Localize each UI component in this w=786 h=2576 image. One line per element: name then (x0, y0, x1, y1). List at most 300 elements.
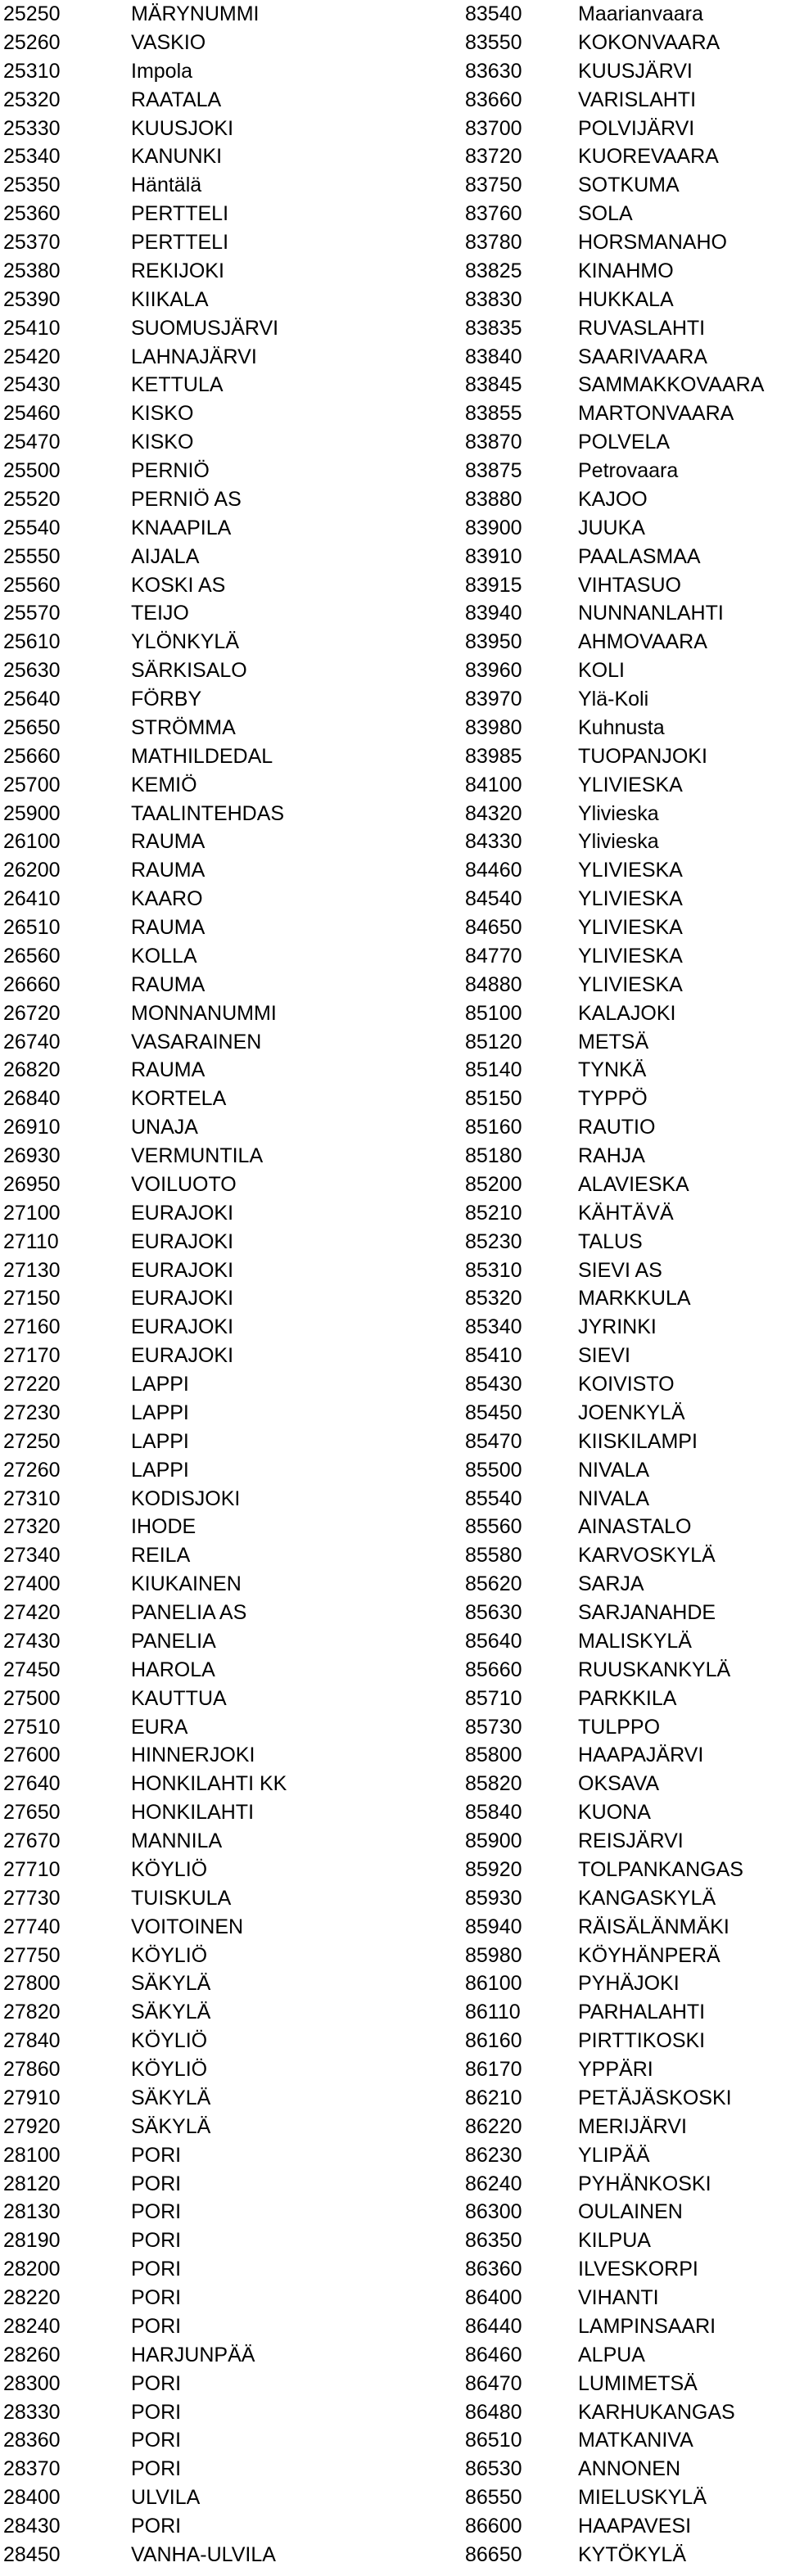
left-place-name: SÄKYLÄ (131, 1972, 211, 1996)
right-place-name: Maarianvaara (578, 2, 703, 25)
right-place-name: SIEVI AS (578, 1258, 662, 1282)
left-place-name: TEIJO (131, 602, 189, 625)
right-place-name: SOLA (578, 202, 633, 226)
right-place-name: Kuhnusta (578, 715, 665, 739)
right-postal-code: 83950 (465, 630, 522, 654)
right-postal-code: 86220 (465, 2114, 522, 2138)
left-postal-code: 26930 (3, 1144, 61, 1167)
right-postal-code: 85820 (465, 1772, 522, 1796)
left-postal-code: 25520 (3, 487, 61, 511)
right-postal-code: 85900 (465, 1829, 522, 1852)
left-postal-code: 25360 (3, 202, 61, 226)
left-place-name: PORI (131, 2286, 182, 2309)
left-postal-code: 25370 (3, 231, 61, 254)
right-postal-code: 86400 (465, 2286, 522, 2309)
left-postal-code: 25660 (3, 744, 61, 768)
left-postal-code: 27250 (3, 1429, 61, 1453)
right-place-name: KINAHMO (578, 259, 674, 282)
left-postal-code: 26560 (3, 944, 61, 968)
table-row (0, 2455, 786, 2484)
right-postal-code: 83630 (465, 59, 522, 83)
left-place-name: KOLLA (131, 944, 197, 968)
left-postal-code: 25310 (3, 59, 61, 83)
left-postal-code: 28220 (3, 2286, 61, 2309)
left-postal-code: 28370 (3, 2457, 61, 2481)
table-row (0, 2398, 786, 2427)
left-place-name: REKIJOKI (131, 259, 224, 282)
left-place-name: Häntälä (131, 174, 202, 197)
left-place-name: EURAJOKI (131, 1258, 234, 1282)
left-place-name: YLÖNKYLÄ (131, 630, 240, 654)
left-postal-code: 27910 (3, 2086, 61, 2109)
table-row (0, 1342, 786, 1370)
right-postal-code: 86350 (465, 2229, 522, 2253)
left-postal-code: 27450 (3, 1658, 61, 1681)
left-postal-code: 27740 (3, 1915, 61, 1938)
left-place-name: VOILUOTO (131, 1172, 237, 1196)
left-place-name: PORI (131, 2429, 182, 2452)
right-place-name: VIHTASUO (578, 573, 681, 597)
right-place-name: LAMPINSAARI (578, 2314, 716, 2338)
left-place-name: RAUMA (131, 859, 206, 882)
table-row (0, 29, 786, 57)
table-row (0, 1028, 786, 1057)
left-place-name: LAPPI (131, 1373, 189, 1396)
left-postal-code: 25350 (3, 174, 61, 197)
left-postal-code: 26660 (3, 972, 61, 996)
left-postal-code: 25420 (3, 345, 61, 368)
table-row (0, 571, 786, 600)
right-postal-code: 85630 (465, 1601, 522, 1624)
left-place-name: RAUMA (131, 1058, 206, 1082)
right-postal-code: 83830 (465, 287, 522, 311)
left-place-name: PORI (131, 2515, 182, 2538)
right-postal-code: 85410 (465, 1344, 522, 1368)
table-row (0, 2141, 786, 2170)
right-place-name: MARKKULA (578, 1287, 691, 1311)
table-row (0, 914, 786, 942)
table-row (0, 2341, 786, 2370)
left-postal-code: 27750 (3, 1943, 61, 1967)
table-row (0, 2312, 786, 2341)
right-place-name: TOLPANKANGAS (578, 1857, 743, 1881)
table-row (0, 1827, 786, 1856)
right-postal-code: 85140 (465, 1058, 522, 1082)
table-row (0, 142, 786, 171)
right-postal-code: 85340 (465, 1315, 522, 1339)
right-place-name: PARKKILA (578, 1686, 677, 1710)
left-postal-code: 25650 (3, 715, 61, 739)
right-place-name: YLIVIESKA (578, 859, 683, 882)
left-place-name: IHODE (131, 1515, 196, 1539)
right-postal-code: 85660 (465, 1658, 522, 1681)
right-place-name: JOENKYLÄ (578, 1401, 685, 1424)
left-place-name: KÖYLIÖ (131, 1857, 208, 1881)
table-row (0, 86, 786, 115)
left-place-name: LAPPI (131, 1458, 189, 1482)
right-postal-code: 83870 (465, 431, 522, 454)
table-row (0, 1599, 786, 1627)
right-postal-code: 84880 (465, 972, 522, 996)
table-row (0, 1199, 786, 1228)
table-row (0, 1456, 786, 1485)
right-postal-code: 83840 (465, 345, 522, 368)
left-postal-code: 27310 (3, 1487, 61, 1510)
right-postal-code: 83660 (465, 88, 522, 111)
left-place-name: VERMUNTILA (131, 1144, 264, 1167)
right-postal-code: 85980 (465, 1943, 522, 1967)
left-postal-code: 28190 (3, 2229, 61, 2253)
right-place-name: MARTONVAARA (578, 402, 734, 426)
left-place-name: PERTTELI (131, 231, 229, 254)
right-postal-code: 85560 (465, 1515, 522, 1539)
table-row (0, 1056, 786, 1085)
left-postal-code: 27340 (3, 1544, 61, 1568)
right-postal-code: 85120 (465, 1030, 522, 1053)
left-place-name: PANELIA AS (131, 1601, 247, 1624)
right-place-name: YLIVIESKA (578, 773, 683, 796)
left-postal-code: 28240 (3, 2314, 61, 2338)
right-place-name: YLIVIESKA (578, 972, 683, 996)
left-postal-code: 27130 (3, 1258, 61, 1282)
right-postal-code: 85430 (465, 1373, 522, 1396)
right-place-name: KANGASKYLÄ (578, 1886, 716, 1910)
left-place-name: HARJUNPÄÄ (131, 2343, 255, 2366)
right-postal-code: 85710 (465, 1686, 522, 1710)
left-place-name: KODISJOKI (131, 1487, 241, 1510)
right-postal-code: 86460 (465, 2343, 522, 2366)
right-postal-code: 86550 (465, 2486, 522, 2510)
left-postal-code: 26510 (3, 916, 61, 939)
right-postal-code: 84650 (465, 916, 522, 939)
table-row (0, 228, 786, 257)
left-postal-code: 26840 (3, 1087, 61, 1111)
right-postal-code: 86170 (465, 2058, 522, 2081)
right-place-name: HAAPAVESI (578, 2515, 692, 2538)
left-place-name: PORI (131, 2457, 182, 2481)
right-place-name: YLIVIESKA (578, 944, 683, 968)
right-postal-code: 85180 (465, 1144, 522, 1167)
right-postal-code: 86300 (465, 2200, 522, 2224)
right-postal-code: 85940 (465, 1915, 522, 1938)
left-postal-code: 25380 (3, 259, 61, 282)
table-row (0, 885, 786, 914)
left-postal-code: 25260 (3, 30, 61, 54)
left-postal-code: 27150 (3, 1287, 61, 1311)
left-postal-code: 25390 (3, 287, 61, 311)
left-postal-code: 28260 (3, 2343, 61, 2366)
right-postal-code: 85230 (465, 1229, 522, 1253)
right-postal-code: 86110 (465, 2001, 521, 2024)
left-postal-code: 25570 (3, 602, 61, 625)
table-row (0, 1942, 786, 1970)
table-row (0, 1884, 786, 1913)
right-place-name: REISJÄRVI (578, 1829, 684, 1852)
right-postal-code: 85200 (465, 1172, 522, 1196)
right-place-name: POLVELA (578, 431, 671, 454)
left-postal-code: 27230 (3, 1401, 61, 1424)
right-place-name: YLIVIESKA (578, 916, 683, 939)
right-place-name: KARHUKANGAS (578, 2400, 735, 2424)
right-place-name: KALAJOKI (578, 1001, 676, 1025)
left-place-name: MANNILA (131, 1829, 223, 1852)
right-place-name: SARJA (578, 1572, 644, 1596)
left-postal-code: 27500 (3, 1686, 61, 1710)
right-place-name: Ylivieska (578, 830, 659, 854)
left-postal-code: 27400 (3, 1572, 61, 1596)
table-row (0, 0, 786, 29)
table-row (0, 2084, 786, 2113)
left-place-name: PERNIÖ (131, 459, 210, 482)
table-row (0, 1713, 786, 1742)
left-place-name: VOITOINEN (131, 1915, 244, 1938)
table-row (0, 856, 786, 885)
left-place-name: MONNANUMMI (131, 1001, 277, 1025)
left-postal-code: 28330 (3, 2400, 61, 2424)
left-place-name: SÄKYLÄ (131, 2001, 211, 2024)
right-postal-code: 83550 (465, 30, 522, 54)
left-postal-code: 26100 (3, 830, 61, 854)
right-postal-code: 85540 (465, 1487, 522, 1510)
left-place-name: KISKO (131, 431, 194, 454)
left-postal-code: 27510 (3, 1715, 61, 1739)
table-row (0, 2284, 786, 2312)
left-postal-code: 27160 (3, 1315, 61, 1339)
right-place-name: TUOPANJOKI (578, 744, 707, 768)
table-row (0, 2027, 786, 2055)
left-postal-code: 27170 (3, 1344, 61, 1368)
table-row (0, 1541, 786, 1570)
left-place-name: EURAJOKI (131, 1229, 234, 1253)
right-postal-code: 84330 (465, 830, 522, 854)
left-postal-code: 25340 (3, 145, 61, 169)
right-postal-code: 85920 (465, 1857, 522, 1881)
right-postal-code: 85730 (465, 1715, 522, 1739)
table-row (0, 1798, 786, 1827)
left-place-name: EURAJOKI (131, 1201, 234, 1225)
right-place-name: KUONA (578, 1801, 651, 1825)
right-postal-code: 85210 (465, 1201, 522, 1225)
left-place-name: PANELIA (131, 1629, 216, 1653)
left-place-name: PORI (131, 2371, 182, 2395)
left-postal-code: 27420 (3, 1601, 61, 1624)
right-place-name: ANNONEN (578, 2457, 681, 2481)
left-place-name: PERTTELI (131, 202, 229, 226)
right-postal-code: 86210 (465, 2086, 522, 2109)
right-postal-code: 83825 (465, 259, 522, 282)
left-postal-code: 27640 (3, 1772, 61, 1796)
right-place-name: OULAINEN (578, 2200, 683, 2224)
table-row (0, 2055, 786, 2084)
left-postal-code: 27600 (3, 1744, 61, 1767)
right-place-name: NIVALA (578, 1487, 650, 1510)
left-postal-code: 25640 (3, 688, 61, 711)
right-place-name: RUVASLAHTI (578, 316, 706, 340)
left-place-name: SÄRKISALO (131, 659, 247, 683)
left-postal-code: 28200 (3, 2258, 61, 2281)
left-postal-code: 25320 (3, 88, 61, 111)
table-row (0, 771, 786, 800)
left-place-name: VANHA-ULVILA (131, 2542, 276, 2566)
left-place-name: VASKIO (131, 30, 206, 54)
right-postal-code: 83750 (465, 174, 522, 197)
right-place-name: MATKANIVA (578, 2429, 693, 2452)
right-place-name: PARHALAHTI (578, 2001, 706, 2024)
right-postal-code: 85320 (465, 1287, 522, 1311)
left-postal-code: 26720 (3, 1001, 61, 1025)
left-postal-code: 27800 (3, 1972, 61, 1996)
left-place-name: PERNIÖ AS (131, 487, 242, 511)
left-place-name: MÄRYNUMMI (131, 2, 260, 25)
table-row (0, 971, 786, 999)
left-place-name: PORI (131, 2314, 182, 2338)
right-postal-code: 83880 (465, 487, 522, 511)
right-postal-code: 84460 (465, 859, 522, 882)
right-postal-code: 84540 (465, 887, 522, 911)
right-postal-code: 85100 (465, 1001, 522, 1025)
left-place-name: RAATALA (131, 88, 222, 111)
table-row (0, 514, 786, 543)
left-place-name: STRÖMMA (131, 715, 236, 739)
right-place-name: KUUSJÄRVI (578, 59, 693, 83)
table-row (0, 1142, 786, 1171)
table-row (0, 1313, 786, 1342)
left-place-name: KÖYLIÖ (131, 2029, 208, 2053)
right-place-name: KOKONVAARA (578, 30, 720, 54)
right-postal-code: 83875 (465, 459, 522, 482)
left-place-name: KUUSJOKI (131, 116, 234, 140)
right-place-name: TALUS (578, 1229, 643, 1253)
left-postal-code: 27430 (3, 1629, 61, 1653)
left-place-name: EURAJOKI (131, 1287, 234, 1311)
right-postal-code: 85450 (465, 1401, 522, 1424)
left-place-name: MATHILDEDAL (131, 744, 273, 768)
table-row (0, 2226, 786, 2255)
left-postal-code: 28100 (3, 2143, 61, 2167)
left-place-name: KÖYLIÖ (131, 2058, 208, 2081)
left-postal-code: 25630 (3, 659, 61, 683)
right-place-name: VARISLAHTI (578, 88, 697, 111)
table-row (0, 1228, 786, 1256)
right-postal-code: 85840 (465, 1801, 522, 1825)
left-place-name: RAUMA (131, 830, 206, 854)
left-postal-code: 26410 (3, 887, 61, 911)
right-postal-code: 83985 (465, 744, 522, 768)
left-place-name: PORI (131, 2172, 182, 2195)
table-row (0, 1969, 786, 1998)
right-postal-code: 83960 (465, 659, 522, 683)
left-place-name: LAHNAJÄRVI (131, 345, 257, 368)
right-place-name: Ylivieska (578, 801, 659, 825)
table-row (0, 1485, 786, 1514)
right-postal-code: 84100 (465, 773, 522, 796)
right-postal-code: 85800 (465, 1744, 522, 1767)
left-postal-code: 27710 (3, 1857, 61, 1881)
table-row (0, 1913, 786, 1942)
right-place-name: RUUSKANKYLÄ (578, 1658, 731, 1681)
left-place-name: HINNERJOKI (131, 1744, 255, 1767)
right-place-name: SOTKUMA (578, 174, 680, 197)
table-row (0, 457, 786, 485)
right-place-name: TULPPO (578, 1715, 661, 1739)
right-place-name: YLIVIESKA (578, 887, 683, 911)
table-row (0, 1570, 786, 1599)
table-row (0, 1998, 786, 2027)
left-postal-code: 25560 (3, 573, 61, 597)
right-postal-code: 86470 (465, 2371, 522, 2395)
left-postal-code: 25610 (3, 630, 61, 654)
right-postal-code: 86100 (465, 1972, 522, 1996)
right-postal-code: 86440 (465, 2314, 522, 2338)
table-row (0, 828, 786, 856)
right-postal-code: 83915 (465, 573, 522, 597)
table-row (0, 1856, 786, 1884)
right-place-name: KAJOO (578, 487, 648, 511)
left-postal-code: 27670 (3, 1829, 61, 1852)
left-place-name: PORI (131, 2143, 182, 2167)
right-place-name: VIHANTI (578, 2286, 659, 2309)
table-row (0, 2255, 786, 2284)
right-place-name: RAHJA (578, 1144, 645, 1167)
left-postal-code: 26950 (3, 1172, 61, 1196)
left-postal-code: 28120 (3, 2172, 61, 2195)
right-place-name: KOLI (578, 659, 625, 683)
right-place-name: RÄISÄLÄNMÄKI (578, 1915, 730, 1938)
table-row (0, 800, 786, 828)
left-place-name: KIUKAINEN (131, 1572, 242, 1596)
table-row (0, 343, 786, 372)
right-place-name: LUMIMETSÄ (578, 2371, 698, 2395)
right-postal-code: 83540 (465, 2, 522, 25)
left-place-name: KETTULA (131, 373, 224, 397)
right-postal-code: 83980 (465, 715, 522, 739)
left-postal-code: 28430 (3, 2515, 61, 2538)
table-row (0, 656, 786, 685)
right-place-name: YLIPÄÄ (578, 2143, 650, 2167)
table-row (0, 628, 786, 656)
left-postal-code: 27110 (3, 1229, 59, 1253)
table-row (0, 314, 786, 343)
left-postal-code: 25430 (3, 373, 61, 397)
table-row (0, 1171, 786, 1199)
table-row (0, 1741, 786, 1770)
left-place-name: SÄKYLÄ (131, 2086, 211, 2109)
left-place-name: VASARAINEN (131, 1030, 262, 1053)
right-place-name: SARJANAHDE (578, 1601, 716, 1624)
right-place-name: METSÄ (578, 1030, 649, 1053)
left-postal-code: 25410 (3, 316, 61, 340)
right-postal-code: 86510 (465, 2429, 522, 2452)
left-place-name: KÖYLIÖ (131, 1943, 208, 1967)
left-place-name: PORI (131, 2200, 182, 2224)
table-row (0, 115, 786, 143)
right-postal-code: 83900 (465, 516, 522, 539)
left-place-name: ULVILA (131, 2486, 201, 2510)
table-row (0, 1284, 786, 1313)
right-place-name: Ylä-Koli (578, 688, 649, 711)
right-place-name: KOIVISTO (578, 1373, 675, 1396)
right-place-name: HORSMANAHO (578, 231, 727, 254)
right-place-name: HAAPAJÄRVI (578, 1744, 704, 1767)
right-place-name: NIVALA (578, 1458, 650, 1482)
right-postal-code: 85640 (465, 1629, 522, 1653)
left-place-name: TAALINTEHDAS (131, 801, 285, 825)
left-place-name: KIIKALA (131, 287, 209, 311)
right-place-name: ALPUA (578, 2343, 645, 2366)
left-postal-code: 27730 (3, 1886, 61, 1910)
left-place-name: REILA (131, 1544, 191, 1568)
left-place-name: PORI (131, 2229, 182, 2253)
